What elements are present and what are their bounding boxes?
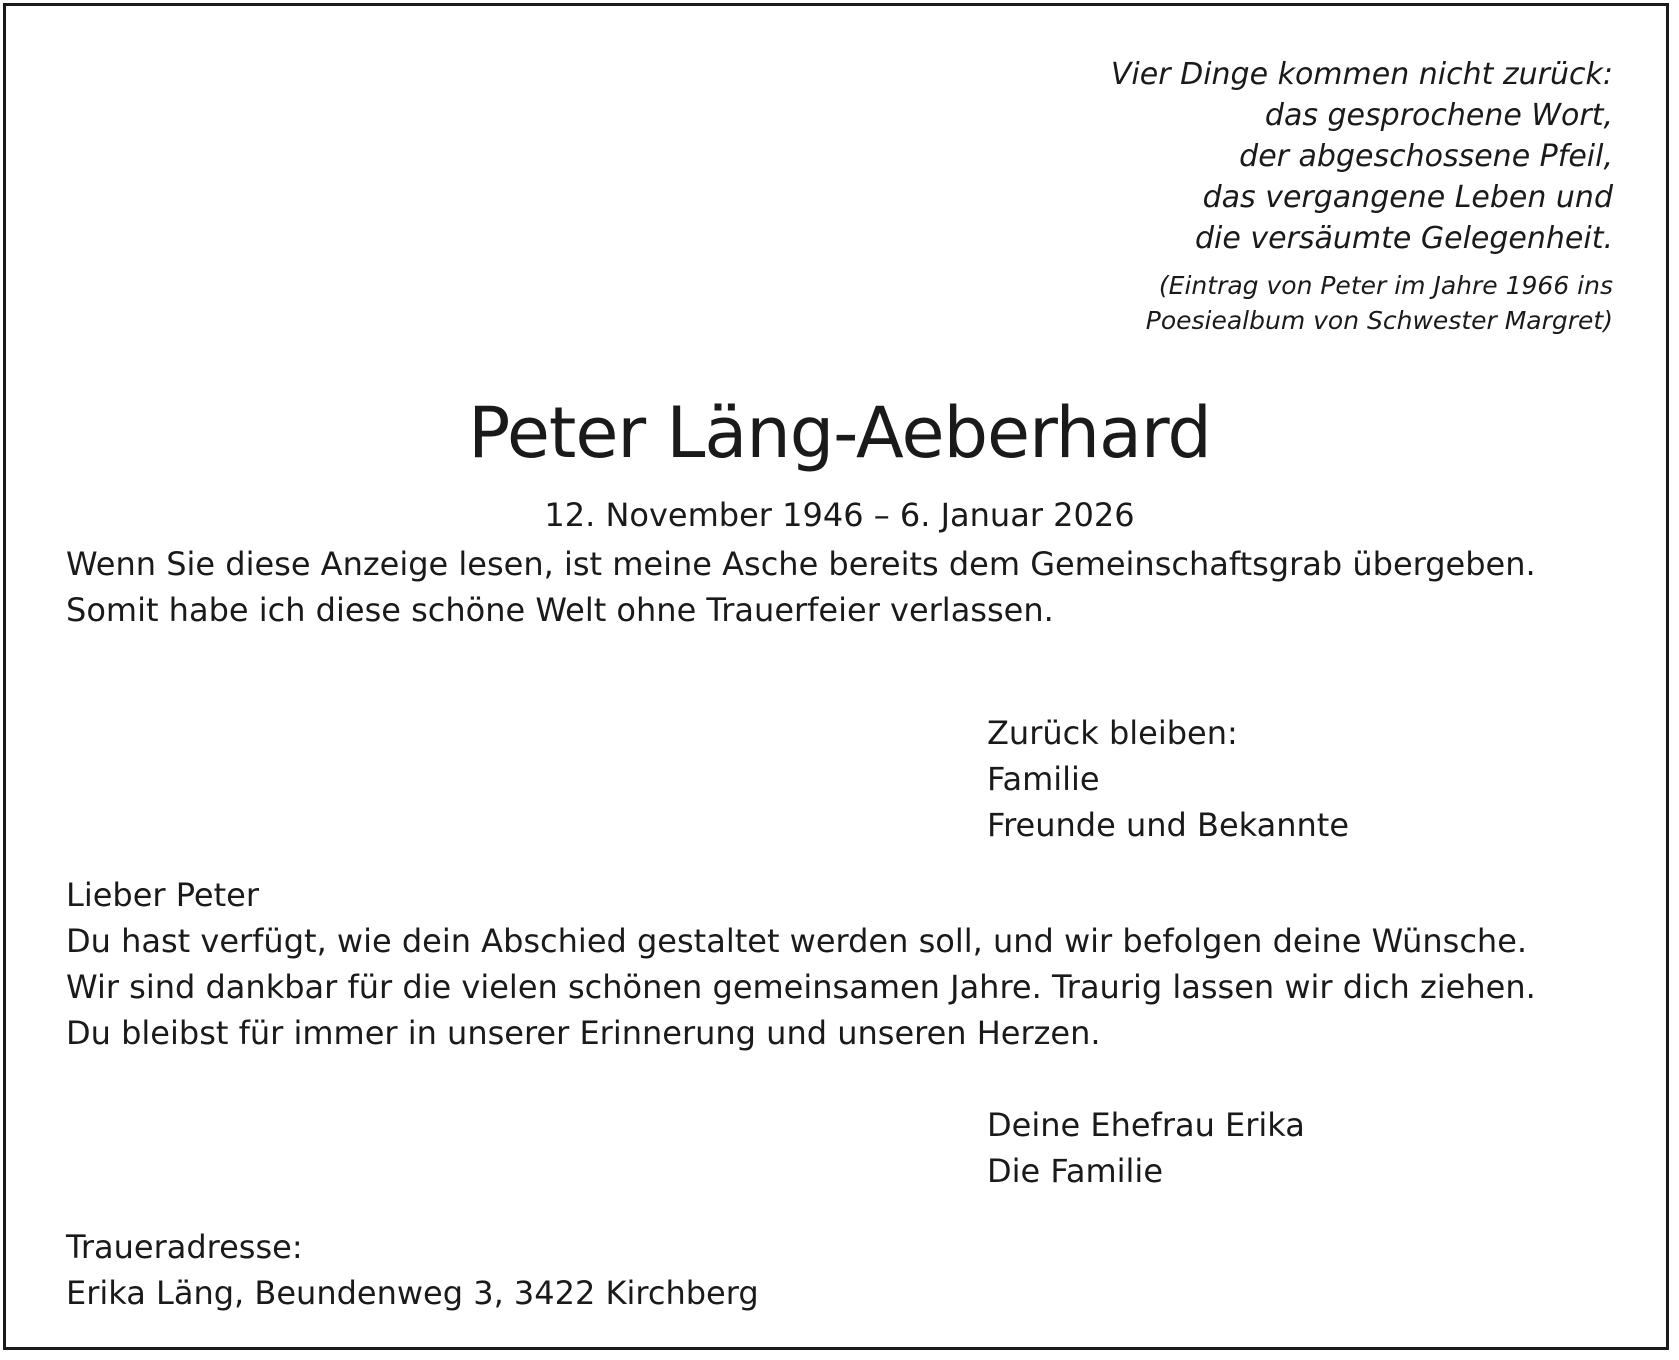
letter-line: Du hast verfügt, wie dein Abschied gestaltet werden soll, und wir befolgen deine Wünsche. (66, 922, 1528, 960)
motto-source-line: Poesiealbum von Schwester Margret) (1145, 306, 1613, 335)
deceased-name: Peter Läng-Aeberhard (468, 392, 1211, 474)
letter-line: Lieber Peter (66, 876, 259, 914)
remaining-line: Zurück bleiben: (987, 714, 1238, 752)
address-block (66, 1224, 1626, 1316)
motto-line: Vier Dinge kommen nicht zurück: (1110, 57, 1613, 92)
motto-source-line: (Eintrag von Peter im Jahre 1966 ins (1158, 271, 1613, 300)
address-line: Traueradresse: (66, 1228, 303, 1266)
letter-line: Wir sind dankbar für die vielen schönen gemeinsamen Jahre. Traurig lassen wir dich ziehen. (66, 968, 1536, 1006)
motto-line: das gesprochene Wort, (1264, 98, 1613, 133)
motto-line: die versäumte Gelegenheit. (1194, 221, 1613, 256)
motto-line: der abgeschossene Pfeil, (1239, 139, 1613, 174)
intro-line: Wenn Sie diese Anzeige lesen, ist meine Asche bereits dem Gemeinschaftsgrab übergeben. (66, 545, 1536, 583)
remaining-block (987, 710, 1627, 848)
motto-quote (793, 54, 1613, 338)
remaining-line: Familie (987, 760, 1100, 798)
letter-line: Du bleibst für immer in unserer Erinnerung und unseren Herzen. (66, 1014, 1101, 1052)
letter-paragraph (66, 872, 1626, 1056)
signature-line: Deine Ehefrau Erika (987, 1106, 1305, 1144)
intro-line: Somit habe ich diese schöne Welt ohne Trauerfeier verlassen. (66, 591, 1054, 629)
life-dates: 12. November 1946 – 6. Januar 2026 (544, 496, 1135, 534)
motto-line: das vergangene Leben und (1202, 180, 1613, 215)
signature-line: Die Familie (987, 1152, 1163, 1190)
address-line: Erika Läng, Beundenweg 3, 3422 Kirchberg (66, 1274, 759, 1312)
remaining-line: Freunde und Bekannte (987, 806, 1350, 844)
signature-block (987, 1102, 1627, 1194)
intro-paragraph (66, 541, 1626, 633)
